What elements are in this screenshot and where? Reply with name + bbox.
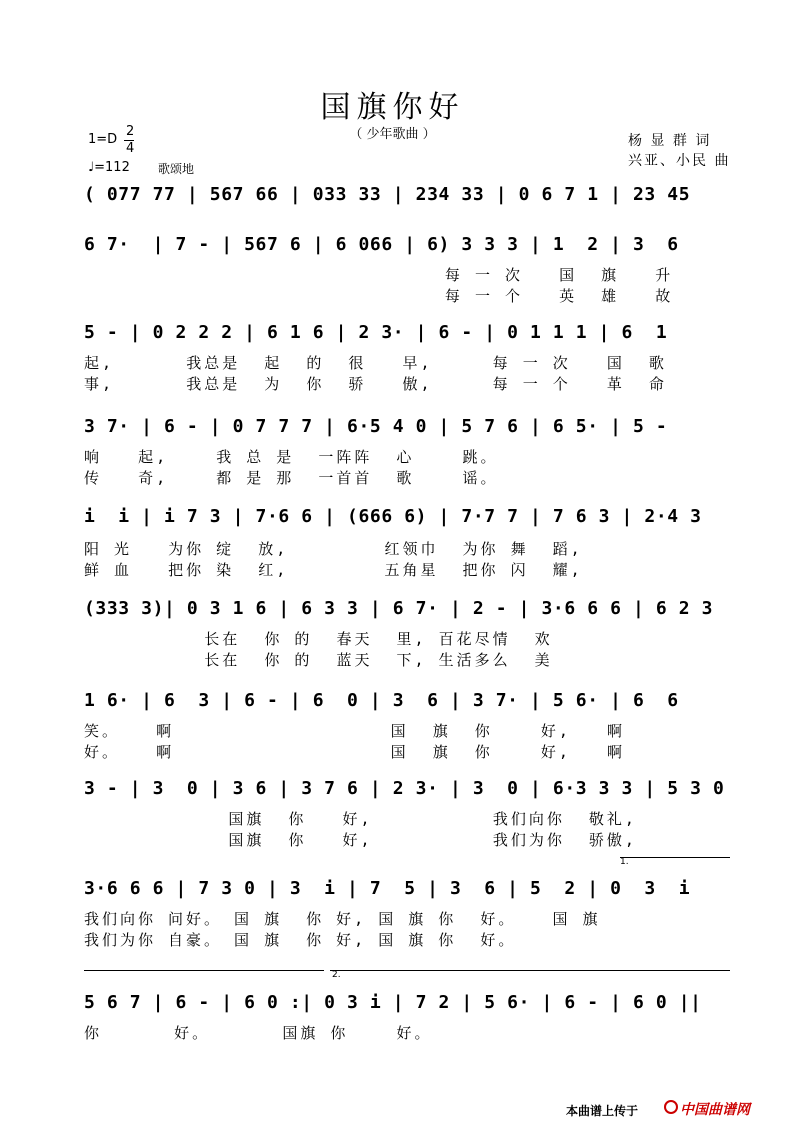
lyricist-credit: 杨 显 群 词 [628, 133, 712, 149]
score-row-10 [84, 992, 732, 1042]
lyric-verse-2: 长在 你 的 蓝天 下, 生活多么 美 [84, 651, 553, 669]
site-brand[interactable]: 中国曲谱网 [680, 1102, 750, 1118]
key-signature: 1=D [88, 132, 118, 147]
lyric-verse-2: 传 奇, 都 是 那 一首首 歌 谣。 [84, 469, 499, 487]
volta-2-label: 2. [332, 970, 341, 980]
score-row-8 [84, 778, 732, 849]
lyric-verse-1: 每 一 次 国 旗 升 [84, 266, 674, 284]
notation-line: ( 077 77 | 567 66 | 033 33 | 234 33 | 0 6 7 1 | 23 45 [84, 184, 691, 205]
lyric-verse-1: 你 好。 国旗 你 好。 [84, 1024, 433, 1042]
song-subtitle: （ 少年歌曲 ） [349, 127, 436, 142]
song-title: 国旗你好 [320, 90, 465, 125]
notation-line: 5 - | 0 2 2 2 | 6 1 6 | 2 3· | 6 - | 0 1 1 1 | 6 1 [84, 322, 668, 343]
lyric-verse-2: 事, 我总是 为 你 骄 傲, 每 一 个 革 命 [84, 375, 667, 393]
score-row-3 [84, 322, 732, 393]
composer-credit: 兴亚、小民 曲 [628, 153, 731, 169]
score-row-4 [84, 416, 732, 487]
score-row-2 [84, 234, 732, 305]
footer-text: 本曲谱上传于 [566, 1104, 639, 1118]
score-row-6 [84, 598, 732, 669]
score-row-7 [84, 690, 732, 761]
notation-line: 3 - | 3 0 | 3 6 | 3 7 6 | 2 3· | 3 0 | 6·3 3 3 | 5 3 0 [84, 778, 725, 799]
notation-line: 3·6 6 6 | 7 3 0 | 3 i | 7 5 | 3 6 | 5 2 | 0 3 i [84, 878, 691, 899]
lyric-verse-1: 起, 我总是 起 的 很 早, 每 一 次 国 歌 [84, 354, 667, 372]
lyric-verse-1: 阳 光 为你 绽 放, 红领巾 为你 舞 蹈, [84, 540, 583, 558]
site-logo-icon [664, 1100, 678, 1114]
lyric-verse-2: 我们为你 自豪。 国 旗 你 好, 国 旗 你 好。 [84, 931, 517, 949]
lyric-verse-1: 我们向你 问好。 国 旗 你 好, 国 旗 你 好。 国 旗 [84, 910, 601, 928]
time-signature-top: 2 [126, 124, 135, 139]
notation-line: 1 6· | 6 3 | 6 - | 6 0 | 3 6 | 3 7· | 5 6· | 6 6 [84, 690, 679, 711]
lyric-verse-1: 国旗 你 好, 我们向你 敬礼, [84, 810, 637, 828]
notation-line: 6 7· | 7 - | 567 6 | 6 066 | 6) 3 3 3 | 1 2 | 3 6 [84, 234, 679, 255]
volta-1-label: 1. [620, 857, 629, 867]
notation-line: (333 3)| 0 3 1 6 | 6 3 3 | 6 7· | 2 - | 3·6 6 6 | 6 2 3 [84, 598, 714, 619]
score-row-5 [84, 506, 732, 579]
style-marking: 歌颂地 [158, 162, 195, 176]
notation-line: i i | i 7 3 | 7·6 6 | (666 6) | 7·7 7 | 7 6 3 | 2·4 3 [84, 506, 702, 527]
lyric-verse-2: 每 一 个 英 雄 故 [84, 287, 674, 305]
lyric-verse-2: 好。 啊 国 旗 你 好, 啊 [84, 743, 626, 761]
volta-1-bracket-continued [84, 970, 324, 971]
lyric-verse-1: 响 起, 我 总 是 一阵阵 心 跳。 [84, 448, 499, 466]
lyric-verse-1: 笑。 啊 国 旗 你 好, 啊 [84, 722, 626, 740]
score-row-1 [84, 184, 732, 214]
volta-2-bracket [330, 970, 730, 971]
score-row-9 [84, 878, 732, 949]
notation-line: 3 7· | 6 - | 0 7 7 7 | 6·5 4 0 | 5 7 6 | 6 5· | 5 - [84, 416, 668, 437]
lyric-verse-2: 国旗 你 好, 我们为你 骄傲, [84, 831, 637, 849]
lyric-verse-2: 鲜 血 把你 染 红, 五角星 把你 闪 耀, [84, 561, 583, 579]
lyric-verse-1: 长在 你 的 春天 里, 百花尽情 欢 [84, 630, 553, 648]
notation-line: 5 6 7 | 6 - | 6 0 :| 0 3 i | 7 2 | 5 6· | 6 - | 6 0 || [84, 992, 702, 1013]
tempo-marking: ♩=112 [88, 160, 130, 175]
volta-1-bracket [620, 857, 730, 858]
time-signature-bottom: 4 [126, 141, 135, 156]
